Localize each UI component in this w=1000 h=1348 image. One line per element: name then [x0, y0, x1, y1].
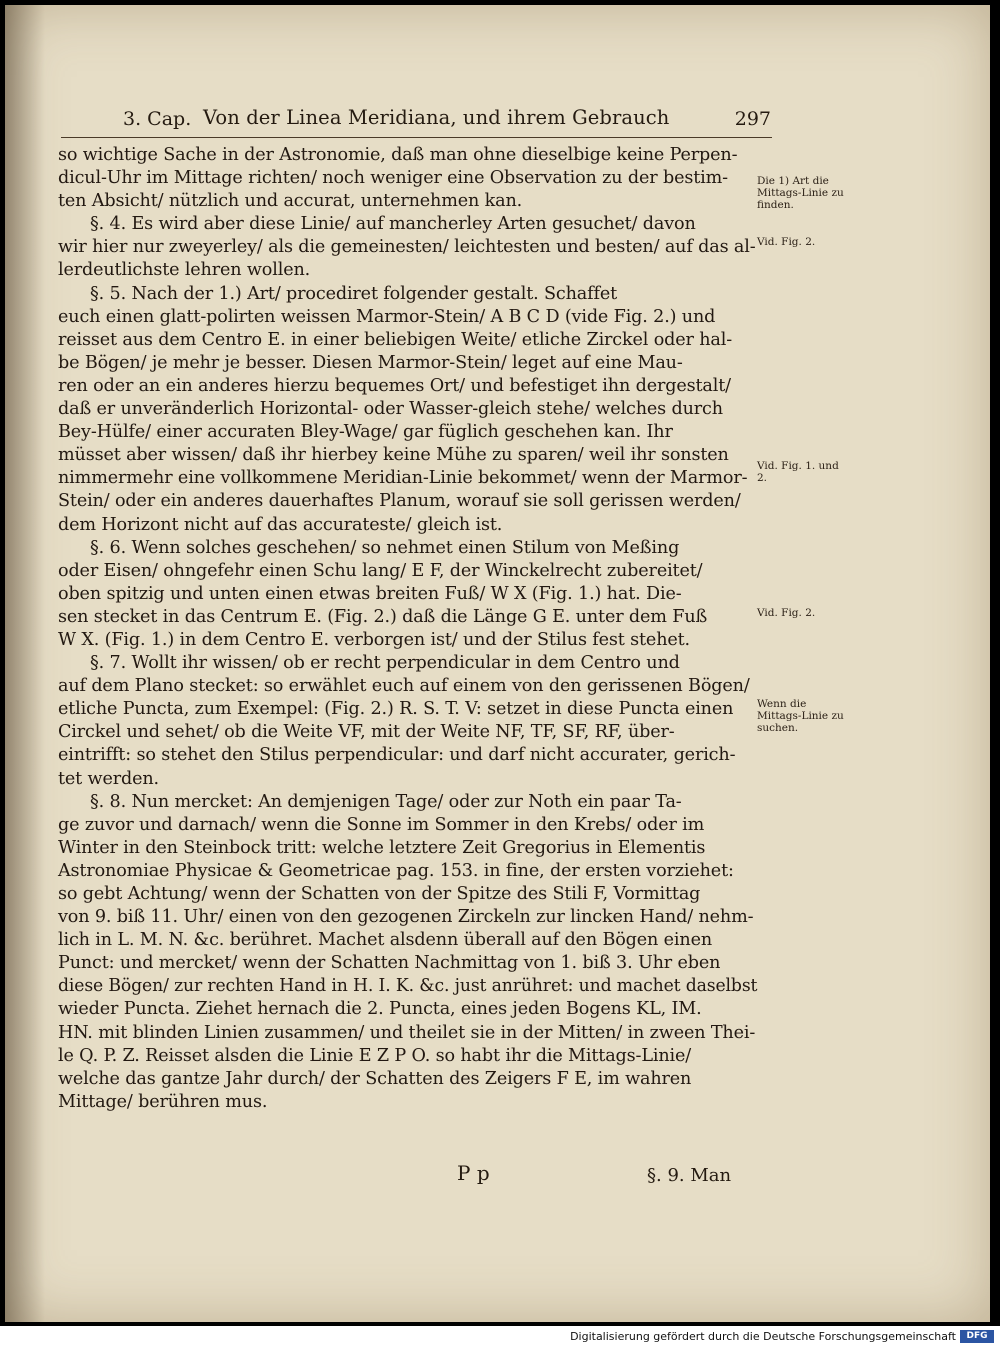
text-line: ren oder an ein anderes hierzu bequemes Ort/ und befestiget ihn dergestalt/ — [58, 375, 731, 396]
text-line: dicul-Uhr im Mittage richten/ noch weniger eine Observation zu der bestim- — [58, 168, 728, 189]
text-line: Circkel und sehet/ ob die Weite VF, mit der Weite NF, TF, SF, RF, über- — [58, 722, 675, 743]
text-line: sen stecket in das Centrum E. (Fig. 2.) daß die Länge G E. unter dem Fuß — [58, 606, 708, 627]
signature-mark: P p — [457, 1161, 490, 1185]
text-line: ten Absicht/ nützlich und accurat, unternehmen kan. — [58, 191, 523, 212]
text-line: wieder Puncta. Ziehet hernach die 2. Puncta, eines jeden Bogens KL, IM. — [58, 999, 702, 1020]
page-number: 297 — [734, 108, 771, 130]
gutter-shadow — [5, 5, 45, 1322]
text-line: lich in L. M. N. &c. berühret. Machet alsdenn überall auf den Bögen einen — [58, 930, 713, 951]
catchword: §. 9. Man — [647, 1165, 732, 1186]
text-line: Bey-Hülfe/ einer accuraten Bley-Wage/ gar füglich geschehen kan. Ihr — [58, 422, 673, 443]
text-line: so gebt Achtung/ wenn der Schatten von der Spitze des Stili F, Vormittag — [58, 884, 701, 904]
text-line: eintrifft: so stehet den Stilus perpendicular: und darf nicht accurater, gerich- — [58, 745, 736, 766]
text-line: Mittage/ berühren mus. — [58, 1091, 268, 1112]
text-line: HN. mit blinden Linien zusammen/ und theilet sie in der Mitten/ in zween Thei- — [58, 1022, 756, 1043]
funding-text: Digitalisierung gefördert durch die Deutsche Forschungsgemeinschaft — [570, 1330, 956, 1343]
text-line: so wichtige Sache in der Astronomie, daß man ohne dieselbige keine Perpen- — [58, 145, 738, 165]
margin-note: Die 1) Art die Mittags-Linie zu finden. — [757, 175, 844, 211]
margin-note: Wenn die Mittags-Linie zu suchen. — [757, 698, 844, 734]
text-line: diese Bögen/ zur rechten Hand in H. I. K. &c. just anrühret: und machet daselbst — [58, 976, 758, 997]
chapter-label: 3. Cap. — [123, 108, 192, 130]
text-line: Astronomiae Physicae & Geometricae pag. 153. in fine, der ersten vorziehet: — [58, 860, 734, 881]
text-line: W X. (Fig. 1.) in dem Centro E. verborgen ist/ und der Stilus fest stehet. — [58, 629, 691, 650]
text-line: Punct: und mercket/ wenn der Schatten Nachmittag von 1. biß 3. Uhr eben — [58, 953, 721, 974]
body-text — [58, 144, 776, 1114]
text-line: §. 8. Nun mercket: An demjenigen Tage/ oder zur Noth ein paar Ta- — [90, 791, 682, 812]
dfg-logo: DFG — [960, 1330, 994, 1343]
text-line: Winter in den Steinbock tritt: welche letztere Zeit Gregorius in Elementis — [58, 837, 706, 858]
running-header — [123, 102, 771, 134]
text-line: tet werden. — [58, 768, 159, 789]
margin-note: Vid. Fig. 1. und 2. — [757, 460, 839, 484]
margin-note: Vid. Fig. 2. — [757, 236, 816, 248]
text-line: müsset aber wissen/ daß ihr hierbey keine Mühe zu sparen/ weil ihr sonsten — [58, 445, 729, 466]
text-line: euch einen glatt-polirten weissen Marmor-Stein/ A B C D (vide Fig. 2.) und — [58, 306, 716, 327]
text-line: le Q. P. Z. Reisset alsden die Linie E Z P O. so habt ihr die Mittags-Linie/ — [58, 1045, 692, 1066]
text-line: §. 5. Nach der 1.) Art/ procediret folgender gestalt. Schaffet — [90, 283, 618, 304]
chapter-title: Von der Linea Meridiana, und ihrem Gebrauch — [203, 106, 670, 129]
text-line: Stein/ oder ein anderes dauerhaftes Planum, worauf sie soll gerissen werden/ — [58, 491, 741, 512]
text-line: ge zuvor und darnach/ wenn die Sonne im Sommer in den Krebs/ oder im — [58, 814, 705, 835]
text-line: §. 6. Wenn solches geschehen/ so nehmet einen Stilum von Meßing — [90, 537, 680, 558]
funding-strip — [0, 1326, 1000, 1348]
text-line: oder Eisen/ ohngefehr einen Schu lang/ E F, der Winckelrecht zubereitet/ — [58, 560, 703, 581]
text-line: §. 4. Es wird aber diese Linie/ auf mancherley Arten gesuchet/ davon — [90, 214, 696, 235]
text-line: §. 7. Wollt ihr wissen/ ob er recht perpendicular in dem Centro und — [90, 653, 680, 674]
text-line: oben spitzig und unten einen etwas breiten Fuß/ W X (Fig. 1.) hat. Die- — [58, 583, 682, 604]
margin-note: Vid. Fig. 2. — [757, 607, 816, 619]
text-line: welche das gantze Jahr durch/ der Schatten des Zeigers F E, im wahren — [58, 1068, 692, 1089]
text-line: lerdeutlichste lehren wollen. — [58, 260, 311, 281]
header-rule — [61, 137, 772, 138]
text-line: wir hier nur zweyerley/ als die gemeinesten/ leichtesten und besten/ auf das al- — [58, 237, 756, 258]
text-line: daß er unveränderlich Horizontal- oder Wasser-gleich stehe/ welches durch — [58, 399, 723, 420]
text-line: dem Horizont nicht auf das accurateste/ gleich ist. — [58, 514, 503, 535]
text-line: etliche Puncta, zum Exempel: (Fig. 2.) R. S. T. V: setzet in diese Puncta einen — [58, 699, 734, 720]
text-line: be Bögen/ je mehr je besser. Diesen Marmor-Stein/ leget auf eine Mau- — [58, 352, 683, 373]
book-page — [5, 5, 990, 1322]
text-line: nimmermehr eine vollkommene Meridian-Linie bekommet/ wenn der Marmor- — [58, 468, 748, 489]
text-line: von 9. biß 11. Uhr/ einen von den gezogenen Zirckeln zur lincken Hand/ nehm- — [58, 907, 754, 928]
text-line: reisset aus dem Centro E. in einer beliebigen Weite/ etliche Zirckel oder hal- — [58, 329, 733, 350]
text-line: auf dem Plano stecket: so erwählet euch auf einem von den gerissenen Bögen/ — [58, 676, 750, 697]
